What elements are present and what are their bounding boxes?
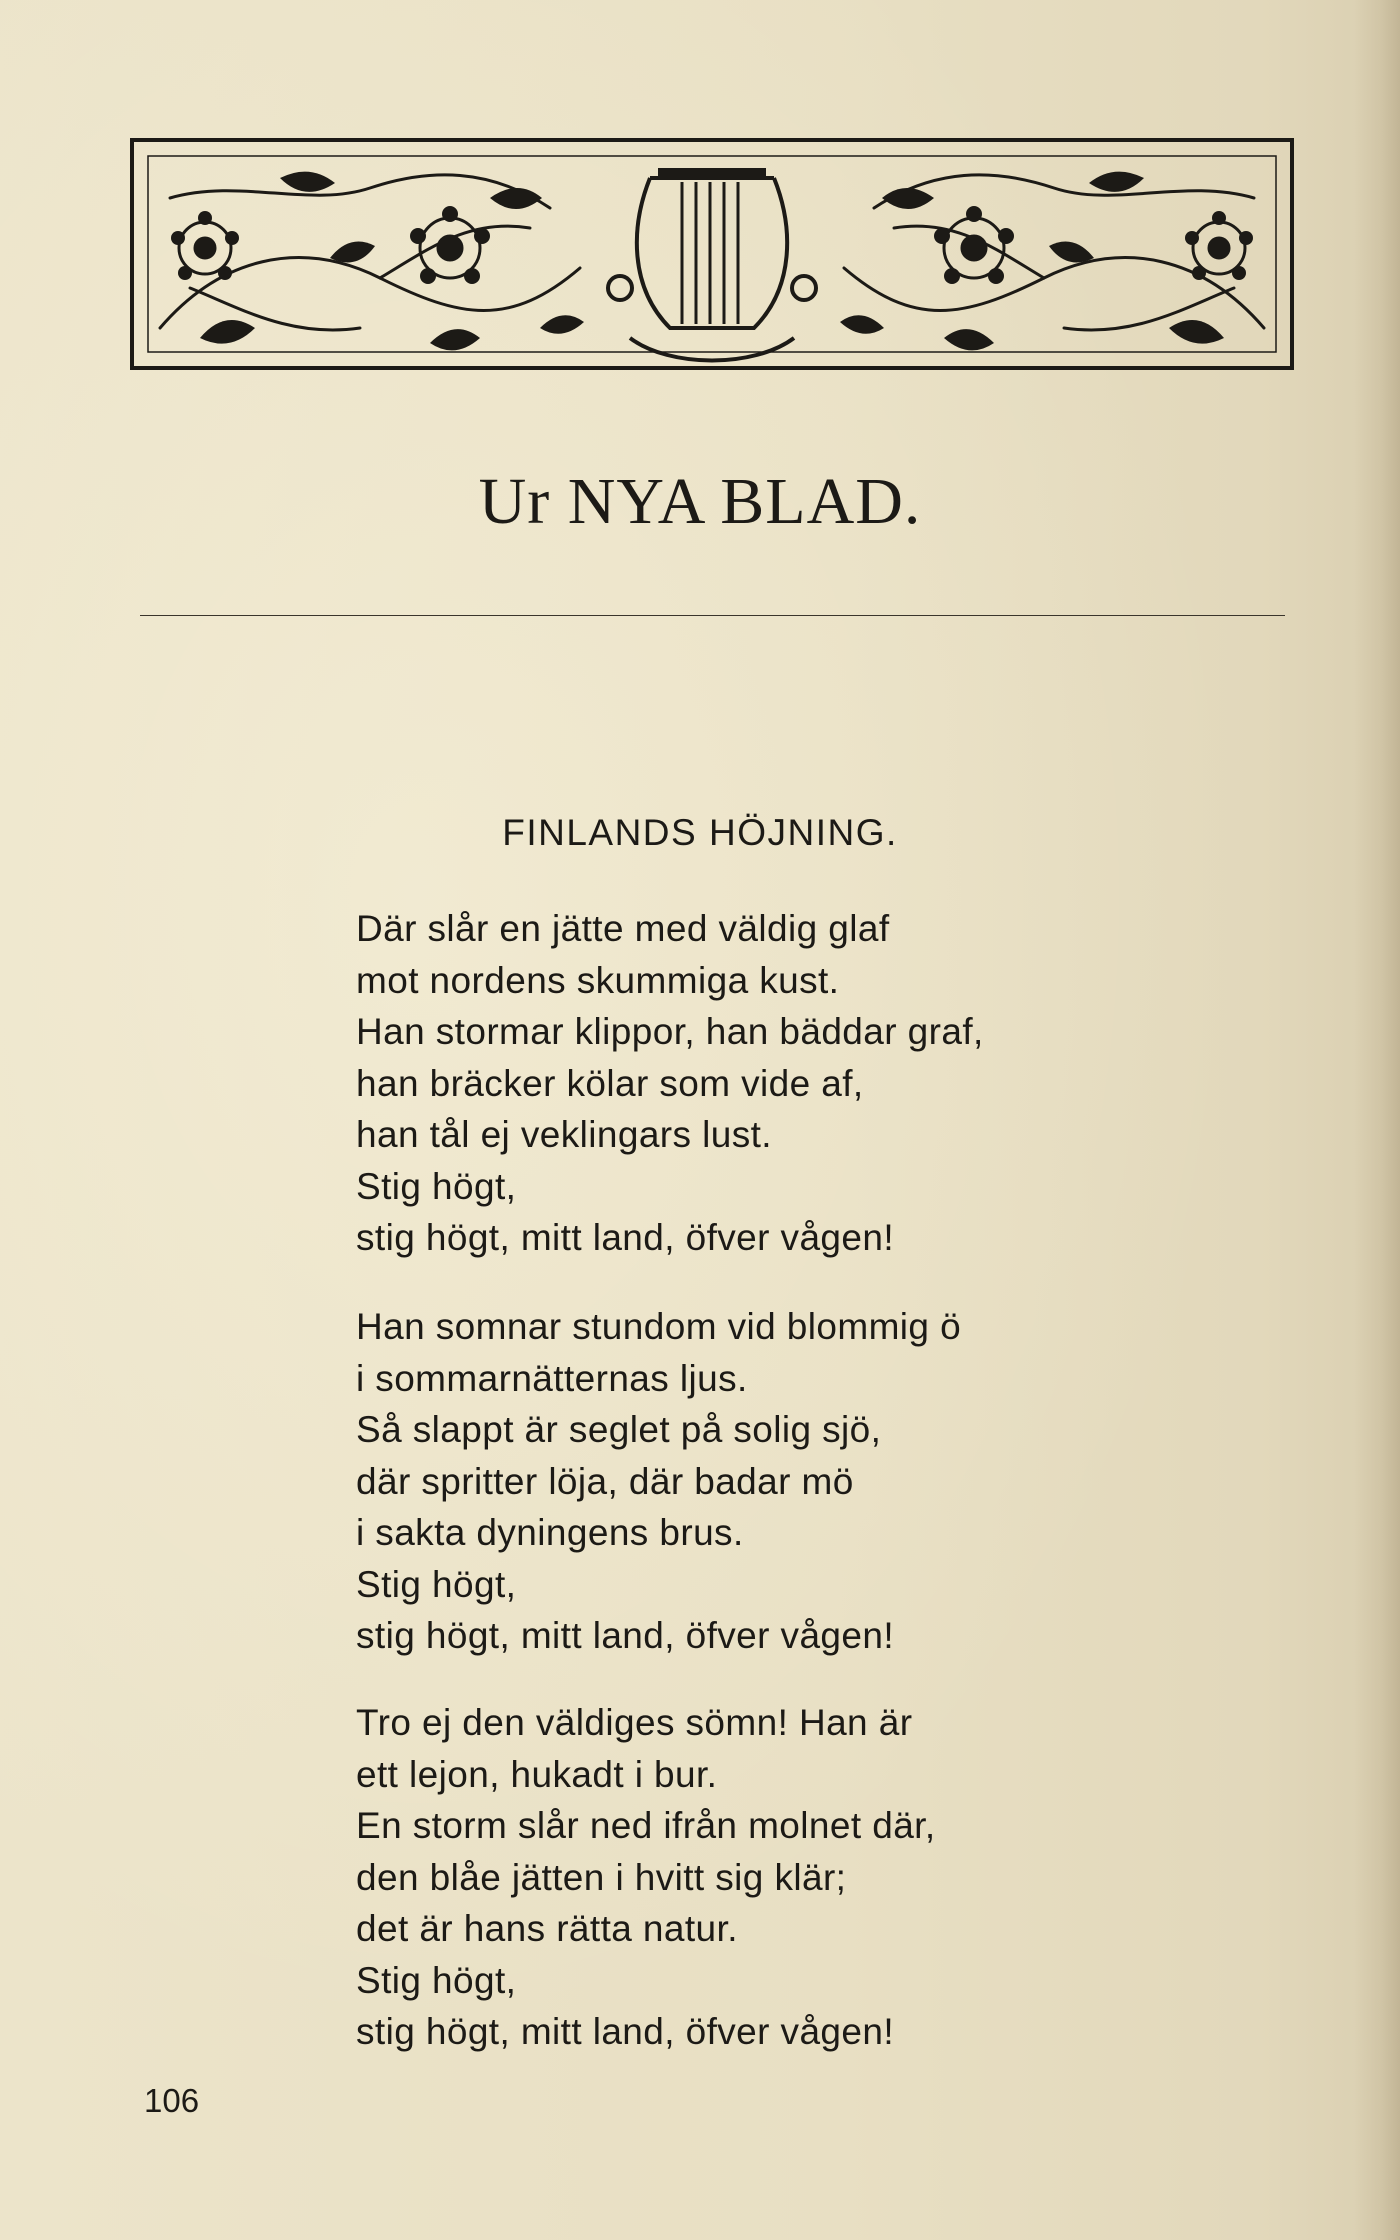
poem-line: Han stormar klippor, han bäddar graf, (356, 1011, 984, 1052)
poem-title: FINLANDS HÖJNING. (502, 812, 898, 853)
poem-line: han tål ej veklingars lust. (356, 1114, 772, 1155)
stanza-1 (356, 903, 984, 1264)
poem-line: En storm slår ned ifrån molnet där, (356, 1805, 936, 1846)
stanza-3 (356, 1697, 936, 2058)
section-title: Ur NYA BLAD. (478, 465, 922, 538)
poem-line: han bräcker kölar som vide af, (356, 1062, 864, 1104)
poem-line: Stig högt, (356, 1165, 517, 1207)
poem-line: där spritter löja, där badar mö (356, 1460, 854, 1502)
poem-line: Tro ej den väldiges sömn! Han är (356, 1702, 913, 1743)
divider (140, 615, 1285, 616)
poem-line: Stig högt, (356, 1959, 517, 2001)
poem-line: stig högt, mitt land, öfver vågen! (356, 1217, 895, 1258)
poem-line: Stig högt, (356, 1563, 517, 1605)
poem-line: mot nordens skummiga kust. (356, 959, 840, 1001)
poem-line: den blåe jätten i hvitt sig klär; (356, 1856, 847, 1898)
page-edge-shadow (1354, 0, 1400, 2240)
poem-line: stig högt, mitt land, öfver vågen! (356, 1615, 895, 1656)
stanza-2 (356, 1301, 961, 1662)
poem-line: Han somnar stundom vid blommig ö (356, 1306, 962, 1347)
poem-line: i sakta dyningens brus. (356, 1512, 744, 1553)
poem-line: ett lejon, hukadt i bur. (356, 1753, 718, 1795)
poem-line: i sommarnätternas ljus. (356, 1357, 748, 1399)
page-number: 106 (144, 2082, 200, 2119)
poem-line: Så slappt är seglet på solig sjö, (356, 1409, 882, 1450)
poem-line: det är hans rätta natur. (356, 1908, 738, 1949)
poem-line: Där slår en jätte med väldig glaf (356, 908, 890, 949)
lyre-floral-headpiece-icon (130, 138, 1294, 370)
poem-line: stig högt, mitt land, öfver vågen! (356, 2011, 895, 2052)
